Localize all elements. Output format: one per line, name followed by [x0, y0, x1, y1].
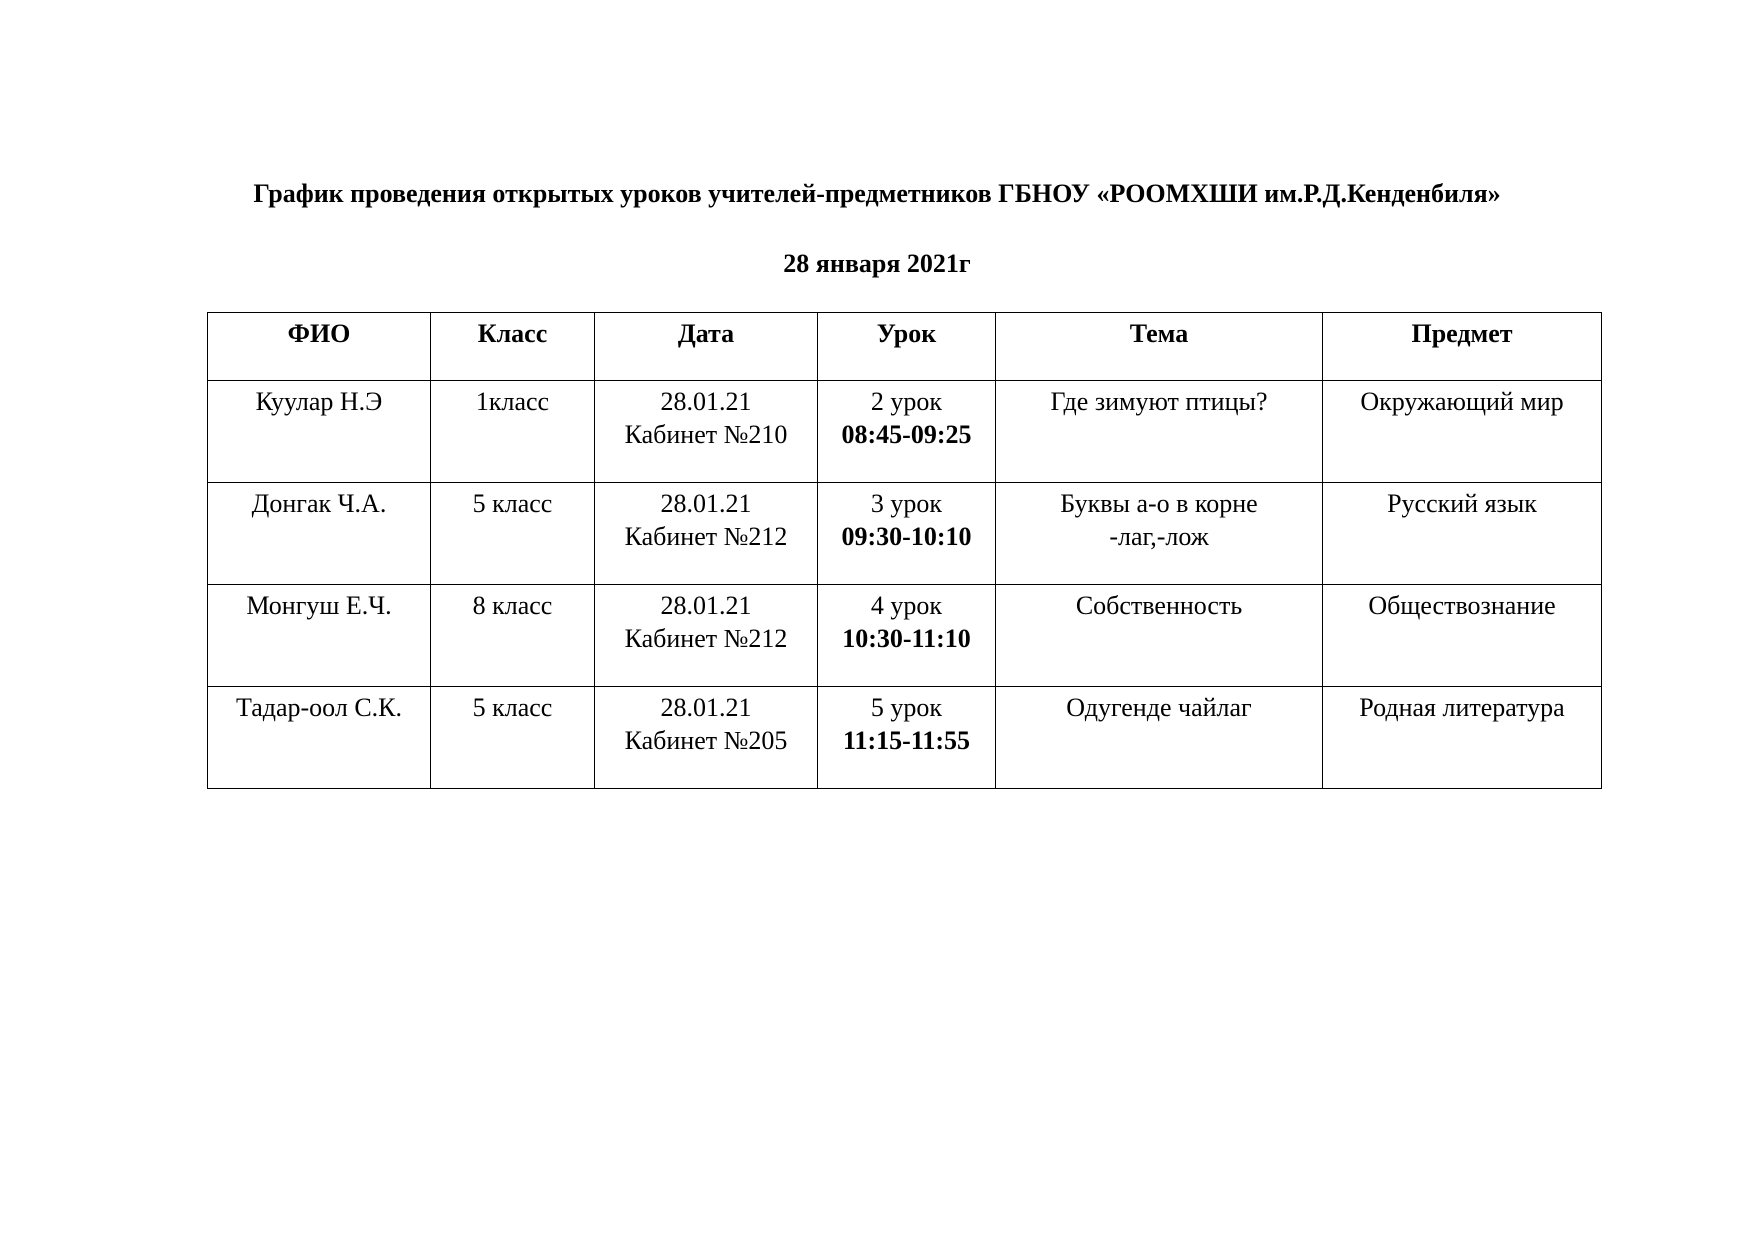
cell-class: 8 класс — [431, 585, 595, 687]
cell-lesson-time: 10:30-11:10 — [842, 624, 971, 653]
header-lesson: Урок — [818, 313, 996, 381]
header-class: Класс — [431, 313, 595, 381]
cell-lesson — [818, 483, 996, 585]
cell-name: Донгак Ч.А. — [208, 483, 431, 585]
cell-room: Кабинет №212 — [624, 522, 788, 551]
cell-class: 1класс — [431, 381, 595, 483]
cell-name: Монгуш Е.Ч. — [208, 585, 431, 687]
cell-lesson-time: 11:15-11:55 — [842, 726, 971, 755]
cell-topic-line2: -лаг,-лож — [1109, 522, 1209, 551]
cell-date — [595, 483, 818, 585]
cell-topic — [996, 585, 1323, 687]
cell-date-value: 28.01.21 — [660, 387, 752, 416]
cell-lesson — [818, 687, 996, 789]
cell-room: Кабинет №205 — [624, 726, 788, 755]
cell-topic-line1: Буквы а-о в корне — [1060, 489, 1258, 518]
cell-class: 5 класс — [431, 483, 595, 585]
document-title: График проведения открытых уроков учителей-предметников ГБНОУ «РООМХШИ им.Р.Д.Кенденбиля» — [253, 179, 1501, 208]
cell-name: Куулар Н.Э — [208, 381, 431, 483]
cell-name: Тадар-оол С.К. — [208, 687, 431, 789]
cell-lesson — [818, 585, 996, 687]
cell-room: Кабинет №210 — [624, 420, 788, 449]
cell-topic — [996, 687, 1323, 789]
cell-date — [595, 381, 818, 483]
schedule-table — [207, 312, 1602, 789]
cell-class: 5 класс — [431, 687, 595, 789]
cell-subject: Обществознание — [1323, 585, 1602, 687]
cell-room: Кабинет №212 — [624, 624, 788, 653]
header-subject: Предмет — [1323, 313, 1602, 381]
cell-date — [595, 687, 818, 789]
table-header-row — [208, 313, 1602, 381]
cell-subject: Родная литература — [1323, 687, 1602, 789]
cell-date-value: 28.01.21 — [660, 489, 752, 518]
cell-lesson-number: 4 урок — [870, 591, 943, 620]
table-row — [208, 585, 1602, 687]
cell-lesson-number: 2 урок — [870, 387, 943, 416]
cell-date — [595, 585, 818, 687]
cell-topic-line1: Собственность — [1075, 591, 1243, 620]
document-date: 28 января 2021г — [783, 249, 971, 278]
cell-topic-line1: Одугенде чайлаг — [1066, 693, 1252, 722]
table-row — [208, 483, 1602, 585]
cell-topic-line1: Где зимуют птицы? — [1050, 387, 1268, 416]
cell-lesson — [818, 381, 996, 483]
cell-subject: Русский язык — [1323, 483, 1602, 585]
cell-lesson-time: 09:30-10:10 — [841, 522, 972, 551]
cell-topic — [996, 381, 1323, 483]
table-row — [208, 687, 1602, 789]
cell-lesson-number: 5 урок — [870, 693, 943, 722]
cell-lesson-time: 08:45-09:25 — [841, 420, 972, 449]
cell-date-value: 28.01.21 — [660, 591, 752, 620]
cell-date-value: 28.01.21 — [660, 693, 752, 722]
header-date: Дата — [595, 313, 818, 381]
cell-subject: Окружающий мир — [1323, 381, 1602, 483]
header-fio: ФИО — [208, 313, 431, 381]
header-topic: Тема — [996, 313, 1323, 381]
table-row — [208, 381, 1602, 483]
cell-topic — [996, 483, 1323, 585]
cell-lesson-number: 3 урок — [870, 489, 943, 518]
